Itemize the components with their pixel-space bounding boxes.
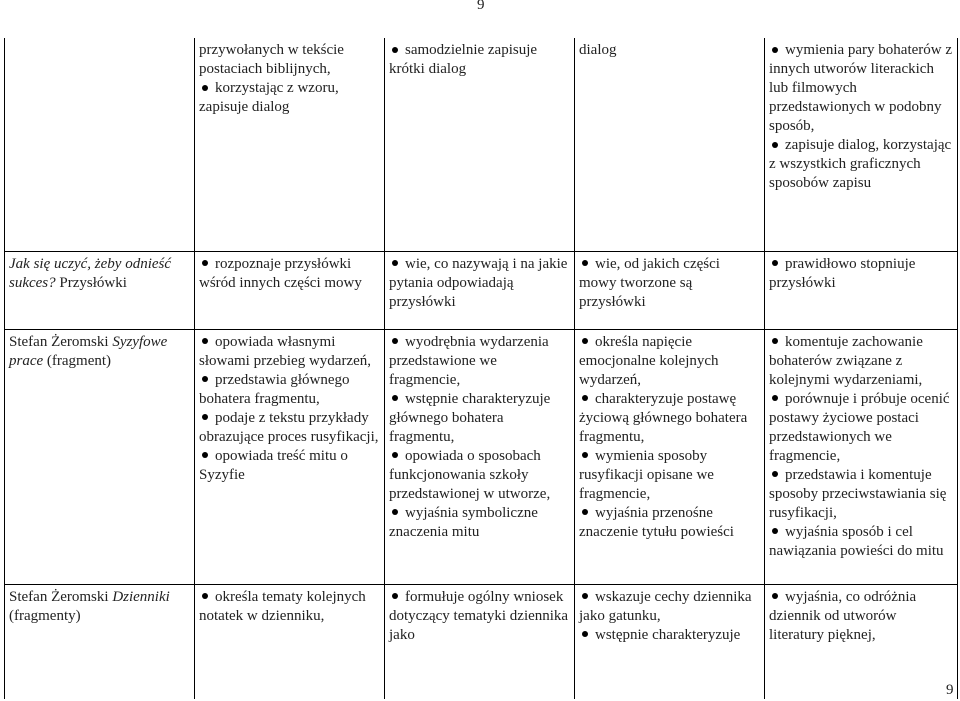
requirement-cell xyxy=(195,329,385,584)
topic-text: Stefan Żeromski xyxy=(9,588,113,605)
requirement-cell xyxy=(385,251,575,329)
table-row xyxy=(5,251,958,329)
requirement-list xyxy=(579,41,760,60)
topic-cell xyxy=(5,251,195,329)
list-item xyxy=(389,447,570,504)
requirement-list xyxy=(579,333,760,542)
requirement-cell xyxy=(195,584,385,699)
requirement-list xyxy=(389,588,570,645)
list-item-text: wstępnie charakteryzuje głównego bohatera fragmentu, xyxy=(389,390,551,445)
list-item xyxy=(199,41,380,79)
list-item-text: określa napięcie emocjonalne kolejnych wydarzeń, xyxy=(579,333,719,388)
bullet-icon xyxy=(582,631,588,637)
bullet-icon xyxy=(772,528,778,534)
topic-text: Stefan Żeromski xyxy=(9,333,113,350)
list-item-text: formułuje ogólny wniosek dotyczący tematyki dziennika jako xyxy=(389,588,569,643)
topic-text: Przysłówki xyxy=(55,274,127,291)
list-item xyxy=(769,136,953,193)
requirement-cell xyxy=(575,584,765,699)
table-body xyxy=(5,38,958,699)
requirement-list xyxy=(769,588,953,645)
list-item-text: wyjaśnia sposób i cel nawiązania powieści do mitu xyxy=(769,523,944,559)
list-item xyxy=(769,588,953,645)
requirement-cell xyxy=(575,329,765,584)
requirement-cell xyxy=(765,584,958,699)
requirement-list xyxy=(579,255,760,312)
list-item xyxy=(769,523,953,561)
requirement-cell xyxy=(195,38,385,251)
list-item-text: wymienia pary bohaterów z innych utworów literackich lub filmowych przedstawionych w podobny sposób, xyxy=(769,42,953,134)
list-item-text: podaje z tekstu przykłady obrazujące proces rusyfikacji, xyxy=(199,409,379,445)
list-item-text: samodzielnie zapisuje krótki dialog xyxy=(389,42,538,77)
requirement-cell xyxy=(385,329,575,584)
bullet-icon xyxy=(392,509,398,515)
list-item xyxy=(579,626,760,645)
bullet-icon xyxy=(202,593,208,599)
list-item-text: prawidłowo stopniuje przysłówki xyxy=(769,255,916,291)
table-row xyxy=(5,584,958,699)
list-item xyxy=(389,255,570,312)
list-item xyxy=(579,447,760,504)
requirement-list xyxy=(389,41,570,79)
topic-cell xyxy=(5,329,195,584)
list-item xyxy=(199,371,380,409)
requirement-list xyxy=(199,588,380,626)
bullet-icon xyxy=(202,338,208,344)
list-item xyxy=(579,588,760,626)
list-item xyxy=(769,333,953,390)
list-item xyxy=(199,447,380,485)
list-item xyxy=(579,41,760,60)
bullet-icon xyxy=(392,452,398,458)
requirement-cell xyxy=(575,38,765,251)
list-item xyxy=(389,504,570,542)
page-number-bottom: 9 xyxy=(946,682,954,698)
bullet-icon xyxy=(392,260,398,266)
topic-text: Syzyfowe prace xyxy=(9,333,168,369)
list-item-text: wstępnie charakteryzuje xyxy=(595,626,741,643)
list-item xyxy=(579,504,760,542)
bullet-icon xyxy=(202,376,208,382)
list-item-text: wskazuje cechy dziennika jako gatunku, xyxy=(579,588,752,624)
list-item-text: charakteryzuje postawę życiową głównego bohatera fragmentu, xyxy=(579,390,748,445)
list-item-text: korzystając z wzoru, zapisuje dialog xyxy=(199,80,339,115)
list-item-text: dialog xyxy=(579,42,617,58)
bullet-icon xyxy=(202,414,208,420)
topic-text: Jak się uczyć, żeby odnieść sukces? xyxy=(9,255,172,291)
list-item-text: zapisuje dialog, korzystając z wszystkich graficznych sposobów zapisu xyxy=(769,137,952,191)
bullet-icon xyxy=(772,593,778,599)
requirement-cell xyxy=(385,584,575,699)
table-row xyxy=(5,329,958,584)
topic-text: (fragmenty) xyxy=(9,607,81,624)
list-item-text: opowiada treść mitu o Syzyfie xyxy=(199,447,348,483)
list-item xyxy=(579,255,760,312)
list-item xyxy=(769,41,953,136)
list-item-text: wyjaśnia przenośne znaczenie tytułu powieści xyxy=(579,504,734,540)
bullet-icon xyxy=(582,452,588,458)
list-item xyxy=(199,333,380,371)
requirement-list xyxy=(389,255,570,312)
list-item-text: porównuje i próbuje ocenić postawy życiowe postaci przedstawionych we fragmencie, xyxy=(769,390,950,464)
bullet-icon xyxy=(202,85,208,91)
list-item xyxy=(199,588,380,626)
list-item xyxy=(769,466,953,523)
list-item xyxy=(579,333,760,390)
requirement-cell xyxy=(765,251,958,329)
requirement-cell xyxy=(385,38,575,251)
list-item xyxy=(389,333,570,390)
bullet-icon xyxy=(772,260,778,266)
bullet-icon xyxy=(582,593,588,599)
bullet-icon xyxy=(202,260,208,266)
list-item xyxy=(579,390,760,447)
requirement-list xyxy=(579,588,760,645)
list-item xyxy=(199,409,380,447)
list-item-text: rozpoznaje przysłówki wśród innych części mowy xyxy=(199,255,362,291)
requirement-list xyxy=(199,333,380,485)
list-item-text: opowiada własnymi słowami przebieg wydarzeń, xyxy=(199,333,372,369)
bullet-icon xyxy=(392,593,398,599)
requirement-list xyxy=(199,255,380,293)
list-item-text: wyjaśnia, co odróżnia dziennik od utworów literatury pięknej, xyxy=(769,588,917,643)
requirement-cell xyxy=(575,251,765,329)
bullet-icon xyxy=(772,471,778,477)
list-item xyxy=(769,255,953,293)
list-item-text: przedstawia i komentuje sposoby przeciwstawiania się rusyfikacji, xyxy=(769,466,947,521)
curriculum-table xyxy=(4,38,958,699)
requirement-list xyxy=(769,333,953,561)
list-item xyxy=(769,390,953,466)
bullet-icon xyxy=(582,509,588,515)
bullet-icon xyxy=(772,395,778,401)
list-item-text: przedstawia głównego bohatera fragmentu, xyxy=(199,371,350,407)
requirement-cell xyxy=(765,38,958,251)
requirement-cell xyxy=(765,329,958,584)
bullet-icon xyxy=(772,338,778,344)
requirement-cell xyxy=(195,251,385,329)
requirement-list xyxy=(769,41,953,193)
bullet-icon xyxy=(202,452,208,458)
page-number-top: 9 xyxy=(477,0,485,13)
bullet-icon xyxy=(582,338,588,344)
list-item xyxy=(389,588,570,645)
list-item-text: wyodrębnia wydarzenia przedstawione we fragmencie, xyxy=(389,333,549,388)
topic-text: (fragment) xyxy=(43,352,112,369)
requirement-list xyxy=(199,41,380,117)
bullet-icon xyxy=(772,47,778,53)
list-item-text: wymienia sposoby rusyfikacji opisane we fragmencie, xyxy=(579,447,714,502)
list-item xyxy=(389,390,570,447)
bullet-icon xyxy=(772,142,778,148)
bullet-icon xyxy=(392,338,398,344)
list-item xyxy=(199,79,380,117)
bullet-icon xyxy=(392,47,398,53)
topic-text: Dzienniki xyxy=(112,588,170,605)
list-item xyxy=(199,255,380,293)
list-item-text: wie, od jakich części mowy tworzone są przysłówki xyxy=(579,255,720,310)
topic-cell xyxy=(5,38,195,251)
bullet-icon xyxy=(582,395,588,401)
bullet-icon xyxy=(582,260,588,266)
list-item-text: wyjaśnia symboliczne znaczenia mitu xyxy=(389,504,538,540)
table-row xyxy=(5,38,958,251)
requirement-list xyxy=(389,333,570,542)
bullet-icon xyxy=(392,395,398,401)
list-item xyxy=(389,41,570,79)
requirement-list xyxy=(769,255,953,293)
topic-cell xyxy=(5,584,195,699)
list-item-text: przywołanych w tekście postaciach biblijnych, xyxy=(199,42,344,77)
list-item-text: komentuje zachowanie bohaterów związane z kolejnymi wydarzeniami, xyxy=(769,333,923,388)
list-item-text: określa tematy kolejnych notatek w dzienniku, xyxy=(199,588,366,624)
list-item-text: opowiada o sposobach funkcjonowania szkoły przedstawionej w utworze, xyxy=(389,447,551,502)
list-item-text: wie, co nazywają i na jakie pytania odpowiadają przysłówki xyxy=(389,255,568,310)
